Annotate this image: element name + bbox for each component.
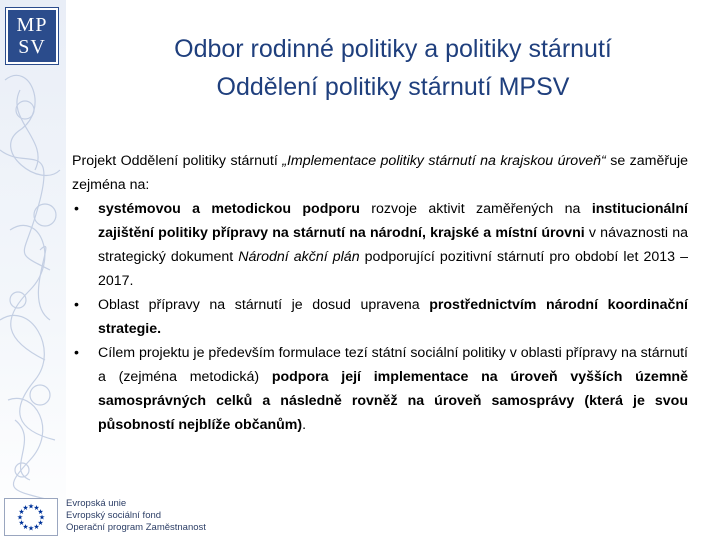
eu-star-icon: ★ xyxy=(27,503,35,511)
eu-flag-icon xyxy=(4,498,58,536)
bullet3-text2: . xyxy=(302,417,307,433)
bullet1-text2: v návaznosti na strategický dokument xyxy=(98,225,688,265)
footer xyxy=(0,496,380,540)
bullet-icon: • xyxy=(74,297,79,313)
list-item xyxy=(72,197,688,293)
bullet2-text1: Oblast přípravy na stárnutí je dosud upravena xyxy=(98,297,430,313)
bullet-icon: • xyxy=(74,201,79,217)
intro-project-name: „Implementace politiky stárnutí na krajskou úroveň“ xyxy=(282,153,606,169)
eu-funding-text xyxy=(66,498,206,534)
bullet1-bold1: systémovou a metodickou podporu xyxy=(98,201,360,217)
eu-star-icon: ★ xyxy=(18,509,25,516)
logo-line1: MP xyxy=(16,14,48,36)
bullet1-bold2: institucionální zajištění politiky přípravy na stárnutí na národní, krajské a místní úrovni xyxy=(98,201,688,241)
bullet1-italic: Národní akční plán xyxy=(238,249,360,265)
eu-star-icon: ★ xyxy=(38,514,46,522)
mpsv-logo xyxy=(6,8,58,64)
title-line2: Oddělení politiky stárnutí MPSV xyxy=(216,73,570,101)
slide-title xyxy=(66,30,720,106)
eu-star-icon: ★ xyxy=(22,504,29,512)
intro-suffix: se zaměřuje zejména na: xyxy=(72,153,689,193)
eu-line2: Evropský sociální fond xyxy=(66,510,162,521)
eu-line3: Operační program Zaměstnanost xyxy=(66,522,206,533)
eu-stars-icon xyxy=(5,499,57,535)
eu-star-icon: ★ xyxy=(16,514,24,522)
eu-star-icon: ★ xyxy=(37,520,44,527)
bullet-icon: • xyxy=(74,345,79,361)
intro-paragraph xyxy=(72,149,688,197)
eu-star-icon: ★ xyxy=(37,509,44,516)
eu-star-icon: ★ xyxy=(27,525,35,533)
bullet1-text3: podporující pozitivní stárnutí pro období let 2013 – 2017. xyxy=(98,249,688,289)
slide-content xyxy=(72,149,688,437)
bullet1-text1: rozvoje aktivit zaměřených na xyxy=(359,201,592,217)
eu-star-icon: ★ xyxy=(33,504,40,512)
eu-star-icon: ★ xyxy=(33,524,40,532)
eu-star-icon: ★ xyxy=(18,520,25,527)
list-item xyxy=(72,341,688,437)
bullet3-text1: Cílem projektu je především formulace tezí státní sociální politiky v oblasti přípravy na stárnutí a (zejména metodická) xyxy=(98,345,688,385)
decorative-sidebar xyxy=(0,0,66,540)
title-line1: Odbor rodinné politiky a politiky stárnutí xyxy=(174,35,612,63)
eu-line1: Evropská unie xyxy=(66,498,127,509)
bullet2-bold1: prostřednictvím národní koordinační strategie. xyxy=(98,297,688,337)
eu-star-icon: ★ xyxy=(22,524,29,532)
logo-line2: SV xyxy=(18,36,46,58)
sidebar-pattern xyxy=(0,0,66,540)
bullet-list xyxy=(72,197,688,437)
bullet3-bold1: podpora její implementace na úroveň vyšších územně samosprávných celků a následně rovněž na úroveň samosprávy (která je svou působností nejblíže občanům) xyxy=(98,369,688,433)
intro-prefix: Projekt Oddělení politiky stárnutí xyxy=(72,153,283,169)
list-item xyxy=(72,293,688,341)
